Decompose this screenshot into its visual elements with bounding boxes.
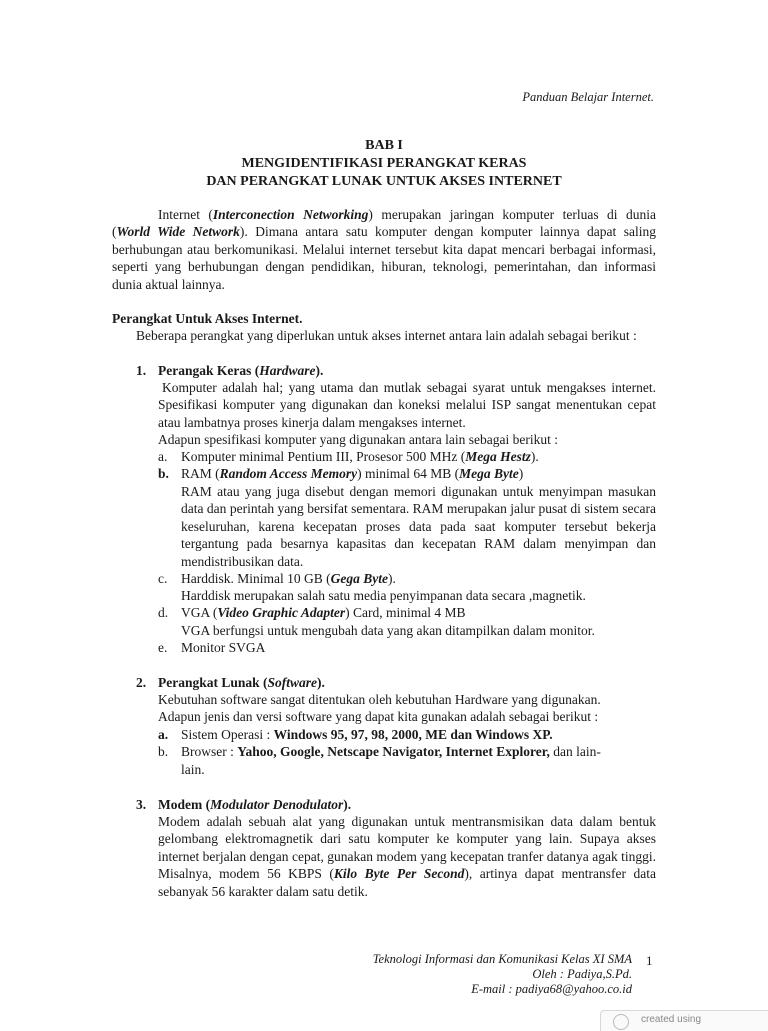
spec-item-vga: VGA (Video Graphic Adapter) Card, minimal 4 MB [181, 605, 466, 620]
page-footer [373, 952, 632, 997]
modem-description: Modem adalah sebuah alat yang digunakan untuk mentransmisikan data dalam bentuk gelombang elektromagnetik dari satu komputer ke komputer yang lain. Supaya akses internet berjalan dengan cepat, gunakan modem yang kecepatan tranfer datanya agak tinggi. Misalnya, modem 56 KBPS (Kilo Byte Per Second), artinya dapat mentransfer data sebanyak 56 karakter dalam satu detik. [158, 814, 656, 899]
harddisk-description: Harddisk merupakan salah satu media penyimpanan data secara ,magnetik. [181, 588, 586, 603]
modem-heading: Modem (Modulator Denodulator). [158, 797, 352, 812]
hardware-heading: Perangak Keras (Hardware). [158, 363, 324, 378]
vga-description: VGA berfungsi untuk mengubah data yang akan ditampilkan dalam monitor. [181, 623, 595, 638]
page-number: 1 [646, 953, 653, 968]
spec-item-processor: Komputer minimal Pentium III, Prosesor 500 MHz (Mega Hestz). [181, 449, 539, 464]
watermark-stamp [600, 1010, 768, 1031]
spec-item-monitor: Monitor SVGA [181, 640, 266, 655]
footer-email: E-mail : padiya68@yahoo.co.id [471, 982, 632, 996]
software-browser: Browser : Yahoo, Google, Netscape Navigator, Internet Explorer, dan lain- [181, 744, 601, 759]
footer-author: Oleh : Padiya,S.Pd. [532, 967, 632, 981]
software-os: Sistem Operasi : Windows 95, 97, 98, 2000, ME dan Windows XP. [181, 727, 553, 742]
software-line-1: Kebutuhan software sangat ditentukan oleh kebutuhan Hardware yang digunakan. [158, 692, 601, 707]
ram-description: RAM atau yang juga disebut dengan memori digunakan untuk menyimpan masukan data dan perintah yang bersifat sementara. RAM merupakan jalur pusat di sistem secara keseluruhan, karena kecepatan proses data pada saat komputer tersebut bekerja tergantung pada besarnya kapasitas dan kecepatan RAM dalam menyimpan dan mendistribusikan data. [181, 484, 656, 569]
software-browser-cont: lain. [181, 762, 205, 777]
section-lead: Beberapa perangkat yang diperlukan untuk akses internet antara lain adalah sebagai berikut : [136, 328, 637, 343]
spec-letter-c: c. [158, 571, 168, 586]
chapter-title-line1: MENGIDENTIFIKASI PERANGKAT KERAS [241, 156, 527, 171]
chapter-number: BAB I [365, 138, 403, 153]
chapter-title-line2: DAN PERANGKAT LUNAK UNTUK AKSES INTERNET [206, 174, 562, 189]
item-number-3: 3. [136, 797, 147, 812]
spec-item-harddisk: Harddisk. Minimal 10 GB (Gega Byte). [181, 571, 396, 586]
hardware-description: Komputer adalah hal; yang utama dan mutlak sebagai syarat untuk mengakses internet. Spesifikasi komputer yang digunakan dan koneksi melalui ISP sangat menentukan cepat atau lambatnya proses kinerja dalam mengakses internet. [158, 380, 656, 430]
footer-course: Teknologi Informasi dan Komunikasi Kelas XI SMA [372, 952, 632, 966]
item-number-2: 2. [136, 675, 147, 690]
software-heading: Perangkat Lunak (Software). [158, 675, 325, 690]
item-number-1: 1. [136, 363, 147, 378]
section-heading: Perangkat Untuk Akses Internet. [112, 311, 303, 326]
spec-letter-b: b. [158, 466, 169, 481]
spec-letter-d: d. [158, 605, 169, 620]
stamp-logo-icon [613, 1014, 629, 1030]
software-line-2: Adapun jenis dan versi software yang dapat kita gunakan adalah sebagai berikut : [158, 709, 599, 724]
chapter-title-block [112, 137, 656, 191]
software-letter-a: a. [158, 727, 169, 742]
stamp-text: created using [641, 1014, 702, 1025]
spec-letter-a: a. [158, 449, 168, 464]
running-header: Panduan Belajar Internet. [522, 90, 654, 104]
software-letter-b: b. [158, 744, 169, 759]
intro-paragraph: Internet (Interconection Networking) merupakan jaringan komputer terluas di dunia (World Wide Network). Dimana antara satu komputer dengan komputer lainnya dapat saling berhubungan atau berkomunikasi. Melalui internet tersebut kita dapat mencari berbagai informasi, seperti yang berhubungan dengan pendidikan, hiburan, teknologi, pemerintahan, dan informasi dunia aktual lainnya. [112, 207, 656, 292]
spec-letter-e: e. [158, 640, 168, 655]
hardware-spec-lead: Adapun spesifikasi komputer yang digunakan antara lain sebagai berikut : [158, 432, 559, 447]
spec-item-ram: RAM (Random Access Memory) minimal 64 MB (Mega Byte) [181, 466, 524, 481]
